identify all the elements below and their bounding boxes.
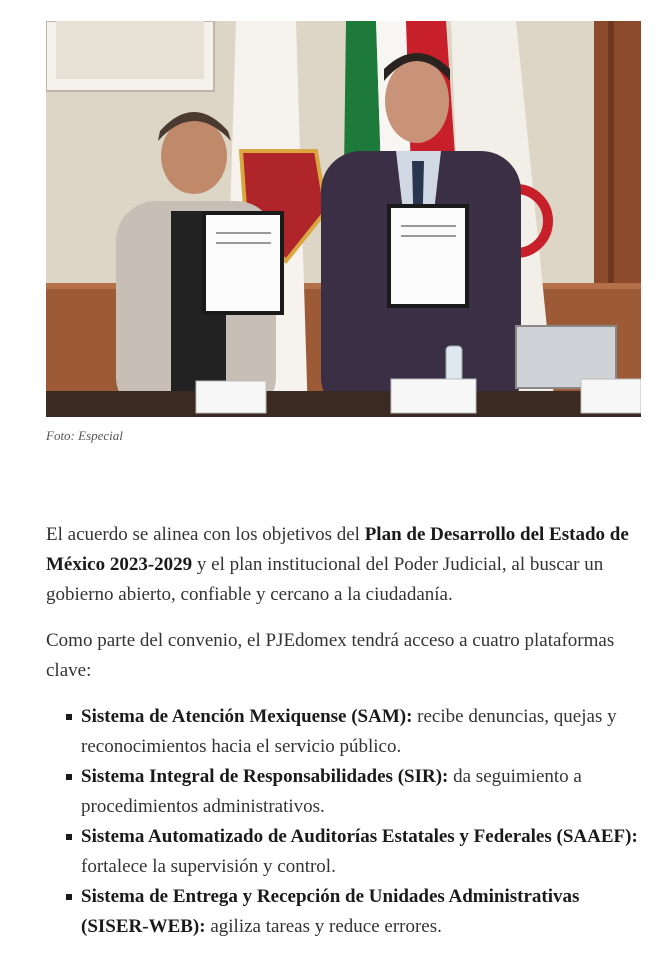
platform-description: agiliza tareas y reduce errores. [205,916,442,937]
platform-name: Sistema de Atención Mexiquense (SAM): [81,706,413,727]
list-item [46,762,644,822]
list-item [46,882,644,942]
photo-caption: Foto: Especial [46,428,123,443]
list-item [46,822,644,882]
paragraph-text: y el plan institucional del Poder Judicial, al buscar un gobierno abierto, confiable y cercano a la ciudadanía. [46,554,604,605]
article-photo [46,21,641,417]
paragraph-convenio: Como parte del convenio, el PJEdomex tendrá acceso a cuatro plataformas clave: [46,630,615,681]
platform-description: recibe denuncias, quejas y reconocimientos hacia el servicio público. [81,706,617,757]
platform-name: Sistema de Entrega y Recepción de Unidades Administrativas (SISER-WEB): [81,886,580,937]
platform-name: Sistema Integral de Responsabilidades (SIR): [81,766,449,787]
platform-description: da seguimiento a procedimientos administrativos. [81,766,582,817]
platform-name: Sistema Automatizado de Auditorías Estatales y Federales (SAAEF): [81,826,638,847]
paragraph-plan [46,520,644,610]
signing-photo-icon [46,21,641,417]
article-body [46,520,644,942]
square-bullet-icon [66,714,72,720]
paragraph-text: El acuerdo se alinea con los objetivos del [46,524,365,545]
square-bullet-icon [66,774,72,780]
square-bullet-icon [66,894,72,900]
platforms-list [46,702,644,942]
square-bullet-icon [66,834,72,840]
list-item [46,702,644,762]
plan-link-text: Plan de Desarrollo del Estado de México 2023-2029 [46,524,629,575]
platform-description: fortalece la supervisión y control. [81,856,336,877]
